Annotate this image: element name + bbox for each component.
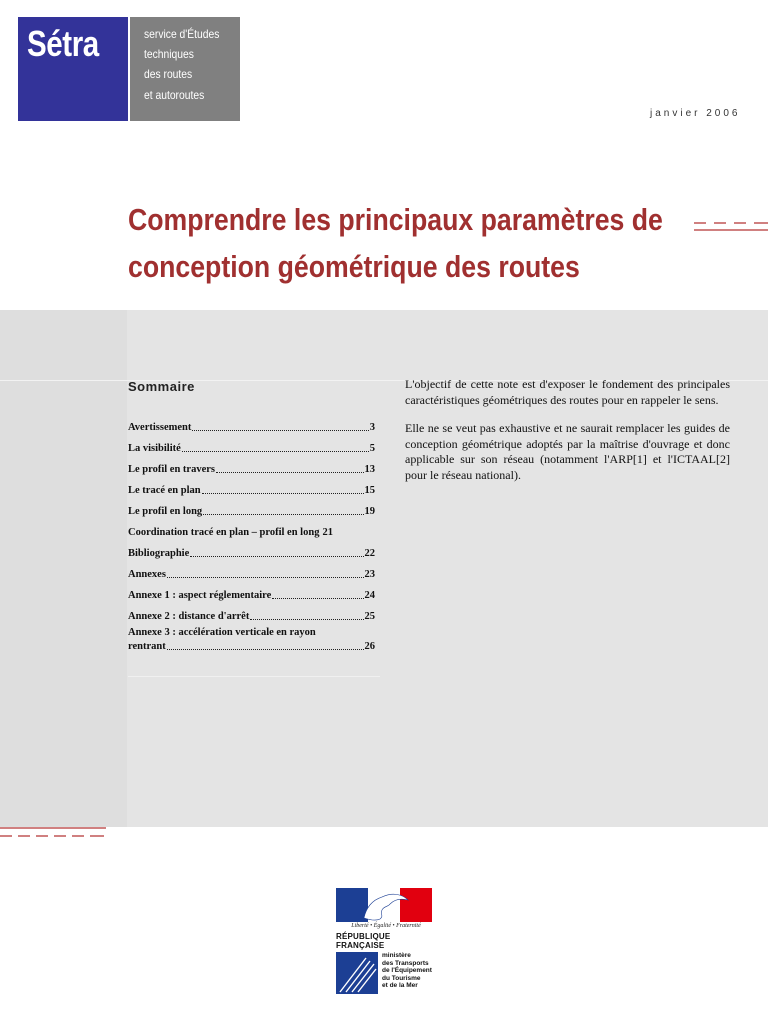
title-line-1: Comprendre les principaux paramètres de bbox=[128, 202, 663, 237]
organization-name-block bbox=[130, 17, 240, 121]
toc-entry[interactable] bbox=[128, 434, 375, 455]
toc-entry[interactable] bbox=[128, 560, 375, 581]
org-line: service d'Études bbox=[144, 27, 220, 41]
publication-date: janvier 2006 bbox=[650, 108, 741, 119]
toc-entry-page: 15 bbox=[364, 485, 375, 496]
toc-entry-page: 13 bbox=[364, 464, 375, 475]
toc-entry[interactable] bbox=[128, 581, 375, 602]
toc-entry-page: 24 bbox=[364, 590, 375, 601]
toc-leader bbox=[182, 451, 369, 452]
toc-leader bbox=[216, 472, 364, 473]
introduction bbox=[405, 377, 730, 496]
title-line-2: conception géométrique des routes bbox=[128, 249, 580, 284]
logo-text: Sétra bbox=[27, 23, 99, 64]
toc-leader bbox=[250, 619, 363, 620]
republic-name: RÉPUBLIQUE FRANÇAISE bbox=[336, 932, 391, 950]
toc-entry-label: Avertissement bbox=[128, 422, 192, 433]
ministry-line: ministère bbox=[382, 952, 411, 959]
toc-entry-page: 22 bbox=[364, 548, 375, 559]
intro-paragraph-2: Elle ne se veut pas exhaustive et ne saurait remplacer les guides de conception géométrique adoptés par la maîtrise d'ouvrage et donc applicable sur son réseau (notamment l'ARP[1] et l'ICTAAL[2] pour le réseau national). bbox=[405, 421, 730, 482]
toc-entry-label: Annexes bbox=[128, 569, 166, 580]
ministry-line: des Transports bbox=[382, 959, 429, 967]
decorative-dashes-bottom bbox=[0, 826, 106, 838]
ministry-logo-icon bbox=[336, 952, 378, 994]
toc-entry-label: Bibliographie bbox=[128, 548, 190, 559]
toc-entry-label: Le tracé en plan bbox=[128, 485, 201, 496]
toc-leader bbox=[192, 430, 368, 431]
toc-entry-label: La visibilité bbox=[128, 443, 181, 454]
toc-entry-page: 19 bbox=[364, 506, 375, 517]
org-line: et autoroutes bbox=[144, 88, 205, 102]
toc-entry-label: Annexe 2 : distance d'arrêt bbox=[128, 611, 250, 622]
band-left-margin bbox=[0, 310, 127, 827]
toc-leader bbox=[167, 649, 364, 650]
toc-entry-label: Coordination tracé en plan – profil en long bbox=[128, 527, 320, 538]
toc-entry-page: 23 bbox=[364, 569, 375, 580]
toc-entry[interactable] bbox=[128, 518, 375, 539]
org-line: des routes bbox=[144, 67, 193, 81]
toc-entry-page: 26 bbox=[364, 641, 375, 652]
toc-separator bbox=[128, 676, 380, 677]
toc-entry-label: Le profil en long bbox=[128, 506, 203, 517]
toc-leader bbox=[202, 493, 364, 494]
toc-heading: Sommaire bbox=[128, 379, 195, 394]
toc-leader bbox=[272, 598, 363, 599]
toc-entry-label: Annexe 3 : accélération verticale en rayon bbox=[128, 627, 316, 638]
toc-entry-page: 21 bbox=[322, 527, 333, 538]
toc-entry-page: 5 bbox=[369, 443, 375, 454]
toc-entry-label: Annexe 1 : aspect réglementaire bbox=[128, 590, 272, 601]
toc-entry[interactable] bbox=[128, 627, 375, 653]
ministry-line: et de la Mer bbox=[382, 982, 418, 989]
setra-logo bbox=[18, 17, 128, 121]
toc-entry[interactable] bbox=[128, 497, 375, 518]
toc-entry[interactable] bbox=[128, 539, 375, 560]
toc-entry[interactable] bbox=[128, 413, 375, 434]
toc-entry-label: Le profil en travers bbox=[128, 464, 215, 475]
toc-leader bbox=[203, 514, 363, 515]
intro-paragraph-1: L'objectif de cette note est d'exposer le fondement des principales caractéristiques géométriques des routes pour en rappeler le sens. bbox=[405, 377, 730, 407]
toc-leader bbox=[167, 577, 364, 578]
document-title bbox=[128, 196, 661, 290]
toc-leader bbox=[190, 556, 363, 557]
org-line: techniques bbox=[144, 47, 194, 61]
toc-entry-label-continued: rentrant bbox=[128, 641, 166, 652]
ministry-line: de l'Équipement bbox=[382, 967, 432, 974]
table-of-contents bbox=[128, 413, 375, 653]
ministry-line: du Tourisme bbox=[382, 974, 421, 982]
republic-motto: Liberté • Égalité • Fraternité bbox=[351, 923, 421, 929]
marianne-flag-icon bbox=[336, 888, 432, 922]
toc-entry[interactable] bbox=[128, 476, 375, 497]
toc-entry[interactable] bbox=[128, 602, 375, 623]
toc-entry-page: 25 bbox=[364, 611, 375, 622]
toc-entry[interactable] bbox=[128, 455, 375, 476]
decorative-dashes-top bbox=[694, 222, 768, 232]
toc-entry-page: 3 bbox=[369, 422, 375, 433]
ministry-name bbox=[382, 952, 432, 990]
